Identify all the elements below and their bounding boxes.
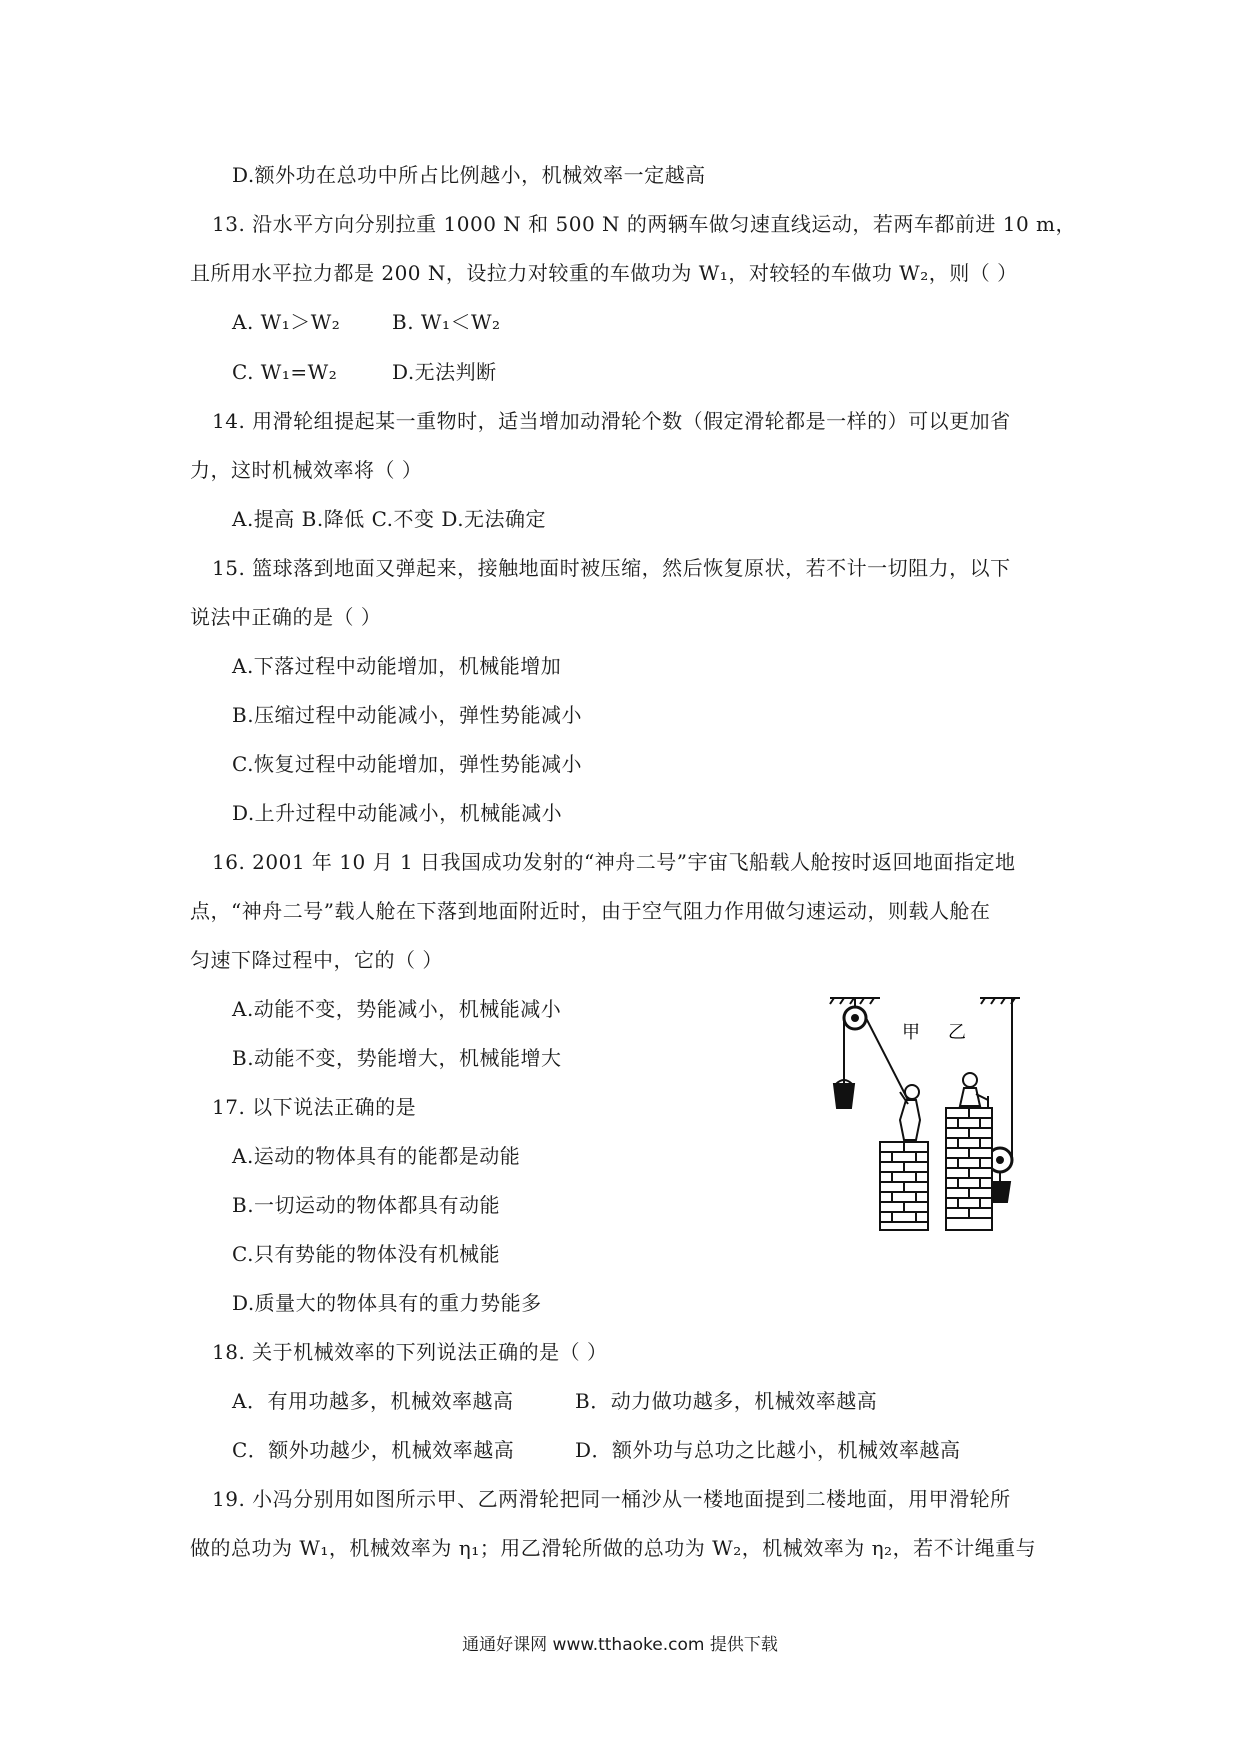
q13-option-d-wrap — [392, 358, 497, 386]
text-line: D.质量大的物体具有的重力势能多 — [232, 1291, 542, 1315]
q13-option-b: B. W₁＜W₂ — [392, 310, 501, 334]
pulley-figure — [820, 996, 1060, 1232]
figure-label-jia: 甲 — [902, 1022, 920, 1043]
text-line: B.动能不变，势能增大，机械能增大 — [232, 1046, 562, 1070]
q18-option-d: D．额外功与总功之比越小，机械效率越高 — [575, 1438, 961, 1462]
q18-option-b: B．动力做功越多，机械效率越高 — [575, 1389, 878, 1413]
text-line: 15. 篮球落到地面又弹起来，接触地面时被压缩，然后恢复原状，若不计一切阻力，以下 — [212, 556, 1011, 580]
text-line: 14. 用滑轮组提起某一重物时，适当增加动滑轮个数（假定滑轮都是一样的）可以更加省 — [212, 409, 1011, 433]
text-line: 匀速下降过程中，它的（ ） — [190, 948, 443, 972]
text-line: 说法中正确的是（ ） — [190, 605, 382, 629]
page-footer: 通通好课网 www.tthaoke.com 提供下载 — [462, 1635, 778, 1655]
text-line: A.动能不变，势能减小，机械能减小 — [232, 997, 562, 1021]
text-line: A.运动的物体具有的能都是动能 — [232, 1144, 521, 1168]
q18-option-a: A．有用功越多，机械效率越高 — [232, 1389, 514, 1413]
q18-option-c: C．额外功越少，机械效率越高 — [232, 1438, 515, 1462]
q18-option-d-wrap — [575, 1436, 961, 1464]
text-line: D.上升过程中动能减小，机械能减小 — [232, 801, 563, 825]
text-line: B.压缩过程中动能减小，弹性势能减小 — [232, 703, 583, 727]
q18-option-b-wrap — [575, 1387, 877, 1415]
q18-option-a-wrap — [232, 1387, 513, 1415]
bucket-left — [834, 1084, 854, 1108]
text-line: 13. 沿水平方向分别拉重 1000 N 和 500 N 的两辆车做匀速直线运动，若两车都前进 10 m， — [212, 212, 1077, 236]
text-line: B.一切运动的物体都具有动能 — [232, 1193, 501, 1217]
pulley-illustration — [820, 996, 1060, 1232]
text-line: 力，这时机械效率将（ ） — [190, 458, 423, 482]
text-line: 18. 关于机械效率的下列说法正确的是（ ） — [212, 1340, 608, 1364]
q18-option-c-wrap — [232, 1436, 514, 1464]
text-line: A.提高 B.降低 C.不变 D.无法确定 — [232, 507, 547, 531]
text-line: 19. 小冯分别用如图所示甲、乙两滑轮把同一桶沙从一楼地面提到二楼地面，用甲滑轮所 — [212, 1487, 1011, 1511]
text-line: A.下落过程中动能增加，机械能增加 — [232, 654, 562, 678]
text-line: D.额外功在总功中所占比例越小，机械效率一定越高 — [232, 163, 706, 187]
figure-label-yi: 乙 — [948, 1022, 966, 1043]
text-line: 17. 以下说法正确的是 — [212, 1095, 417, 1119]
text-line: 且所用水平拉力都是 200 N，设拉力对较重的车做功为 W₁，对较轻的车做功 W₂，则（ ） — [190, 261, 1018, 285]
q13-option-b-wrap — [392, 308, 501, 336]
text-line: 点，“神舟二号”载人舱在下落到地面附近时，由于空气阻力作用做匀速运动，则载人舱在 — [190, 899, 991, 923]
text-line: C.恢复过程中动能增加，弹性势能减小 — [232, 752, 582, 776]
text-line: 做的总功为 W₁，机械效率为 η₁；用乙滑轮所做的总功为 W₂，机械效率为 η₂，若不计绳重与 — [190, 1536, 1037, 1560]
q13-option-row-1 — [232, 308, 340, 336]
q13-option-c: C. W₁=W₂ — [232, 360, 338, 384]
text-line: 16. 2001 年 10 月 1 日我国成功发射的“神舟二号”宇宙飞船载人舱按时返回地面指定地 — [212, 850, 1016, 874]
text-line: C.只有势能的物体没有机械能 — [232, 1242, 500, 1266]
q13-option-a: A. W₁＞W₂ — [232, 310, 341, 334]
q13-option-row-2 — [232, 358, 337, 386]
q13-option-d: D.无法判断 — [392, 360, 497, 384]
